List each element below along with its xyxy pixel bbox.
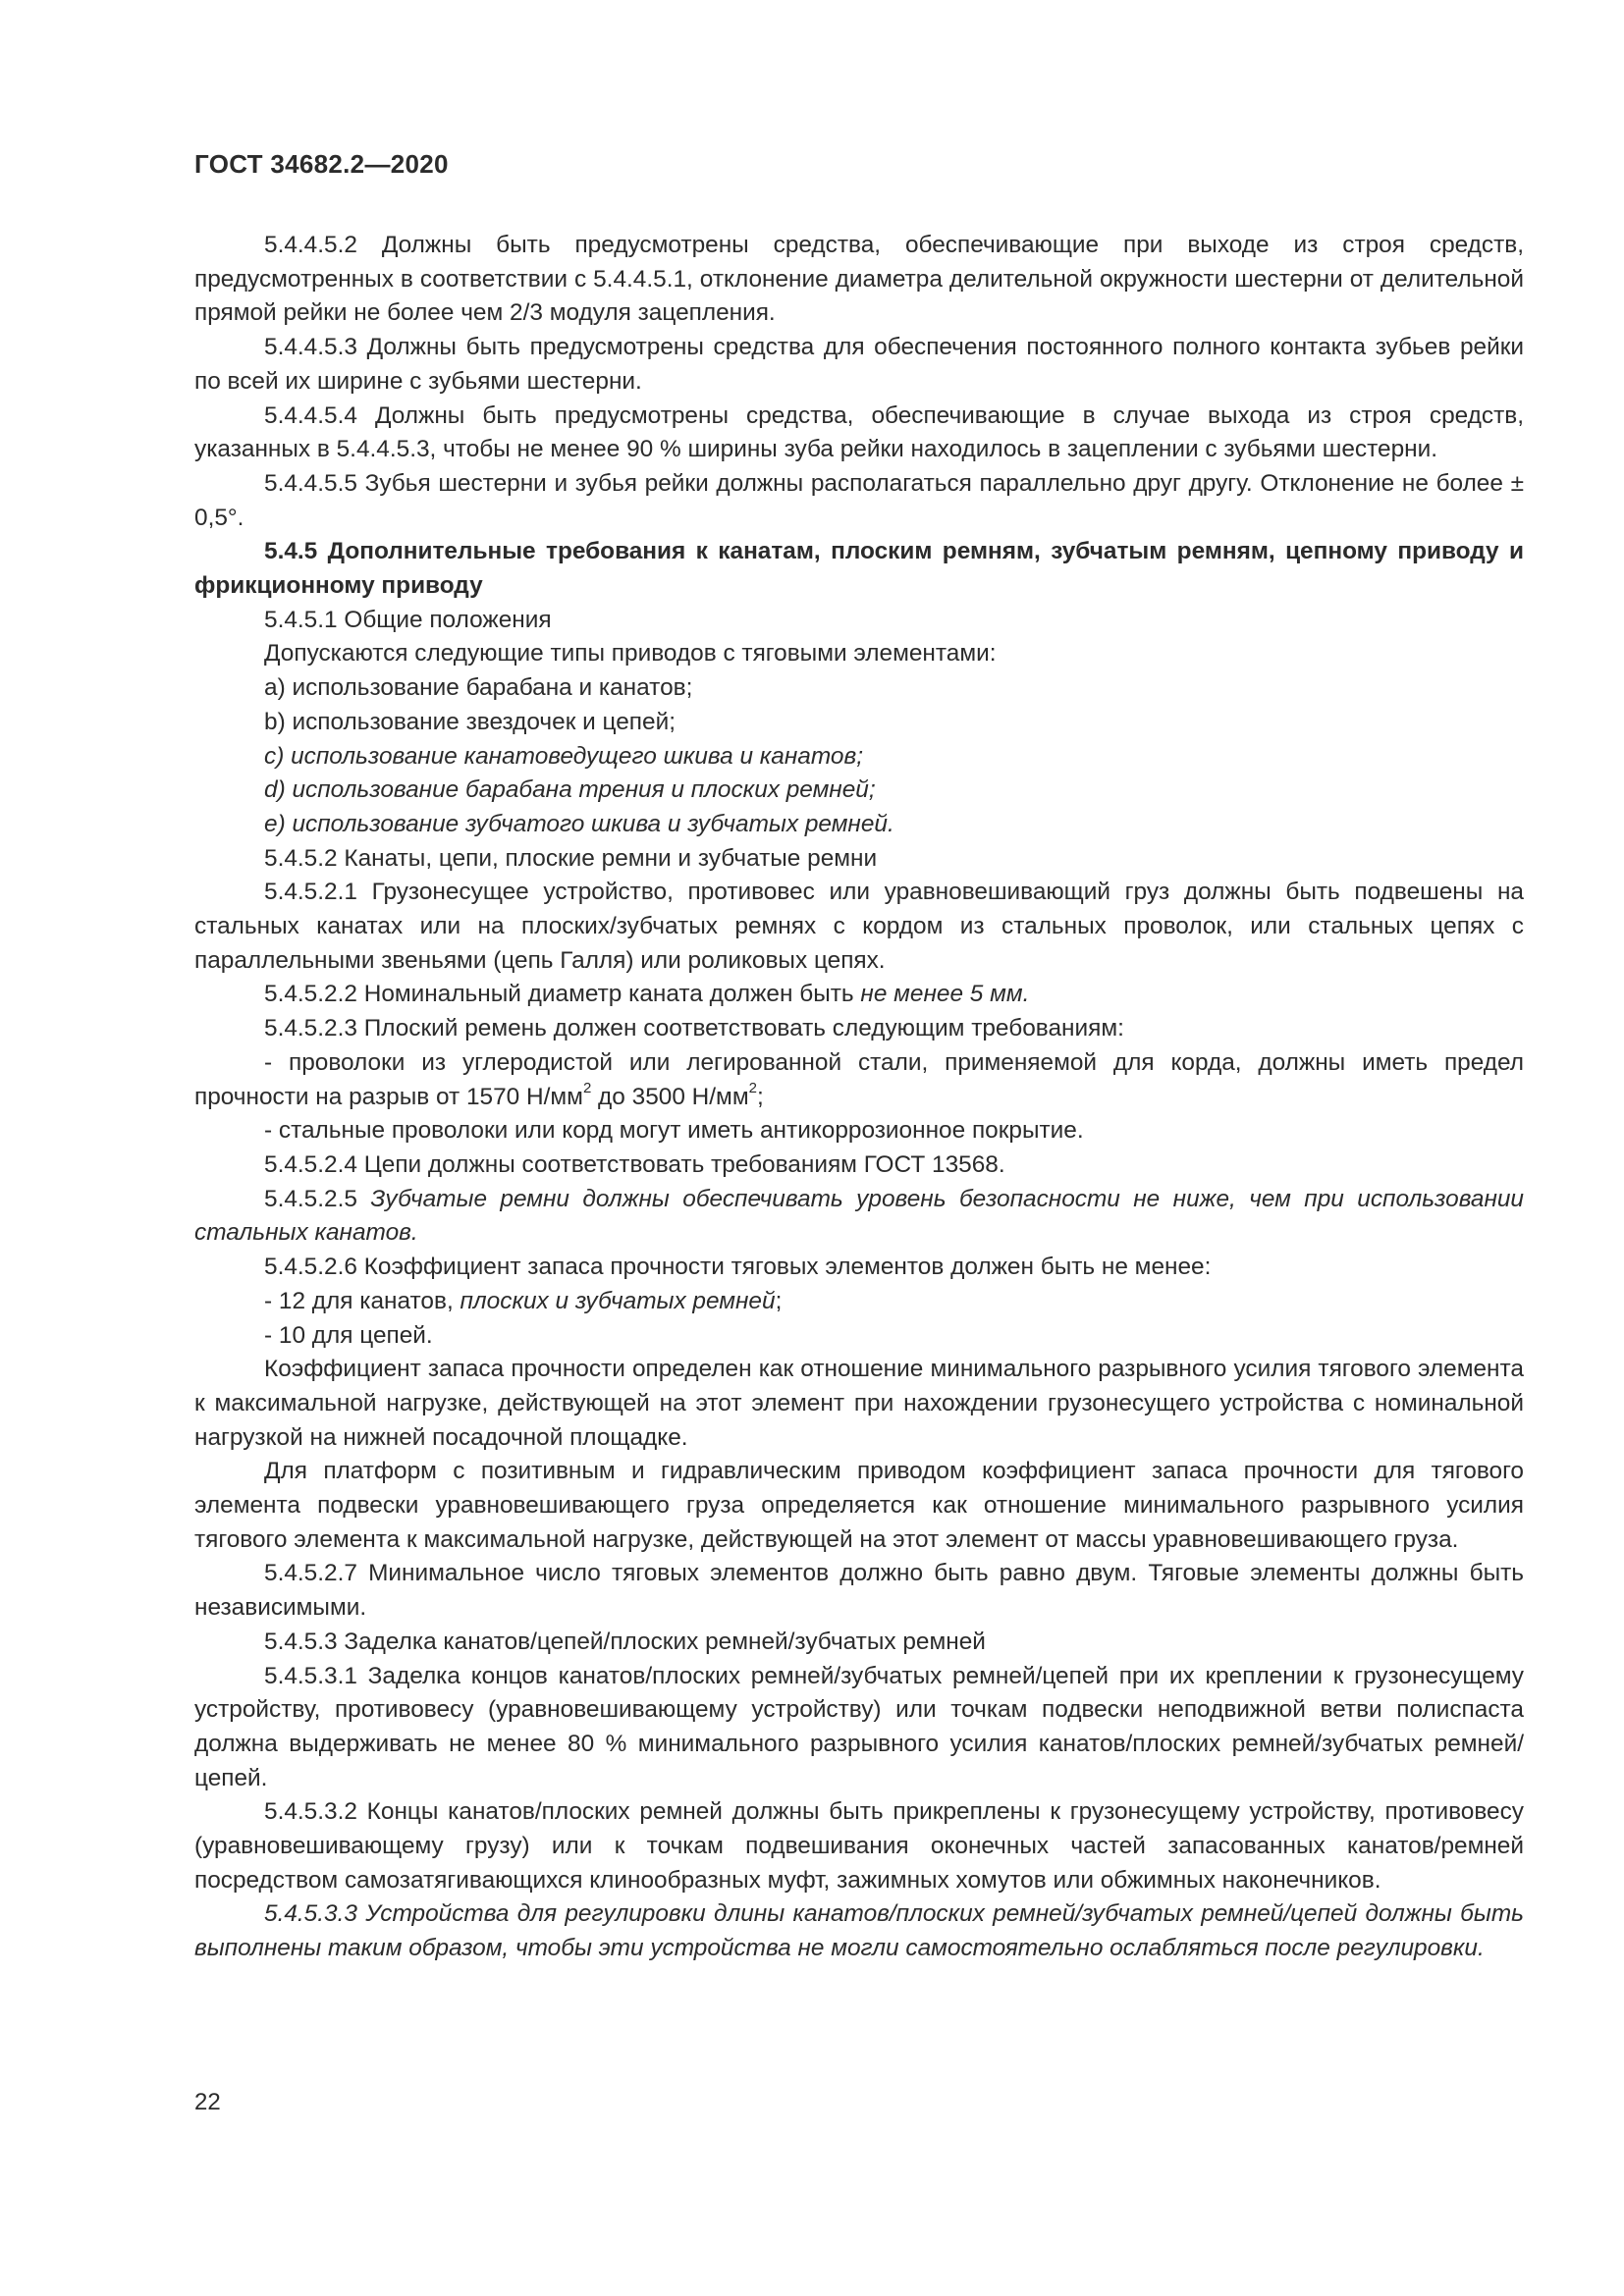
text-run: до 3500 Н/мм: [591, 1083, 749, 1110]
paragraph: 5.4.5.3.2 Концы канатов/плоских ремней должны быть прикреплены к грузонесущему устройству, противовесу (уравновешивающему грузу) или к точкам подвешивания оконечных частей запасованных канатов/ремней посредством самозатягивающихся клинообразных муфт, зажимных хомутов или обжимных наконечников.: [194, 1798, 1524, 1894]
paragraph: 5.4.5.3.3 Устройства для регулировки длины канатов/плоских ремней/зубчатых ремней/цепей должны быть выполнены таким образом, чтобы эти устройства не могли самостоятельно ослабляться после регулировки.: [194, 1900, 1524, 1962]
superscript: 2: [582, 1080, 592, 1097]
paragraph: Коэффициент запаса прочности определен как отношение минимального разрывного усилия тягового элемента к максимальной нагрузке, действующей на этот элемент при нахождении грузонесущего устройства с номинальной нагрузкой на нижней посадочной площадке.: [194, 1356, 1524, 1451]
paragraph: Допускаются следующие типы приводов с тяговыми элементами:: [264, 640, 997, 667]
text-run: ;: [756, 1083, 764, 1110]
paragraph: [194, 978, 1524, 1012]
list-item: c) использование канатоведущего шкива и канатов;: [264, 742, 863, 770]
paragraph: 5.4.5.2.3 Плоский ремень должен соответствовать следующим требованиям:: [264, 1015, 1124, 1042]
list-item: [194, 1046, 1524, 1114]
text-run: 5.4.5.2.5: [264, 1185, 371, 1212]
list-item: a) использование барабана и канатов;: [264, 674, 693, 702]
document-header: ГОСТ 34682.2—2020: [194, 149, 449, 179]
text-run-italic: не менее 5 мм.: [860, 981, 1030, 1008]
list-item: b) использование звездочек и цепей;: [264, 708, 676, 735]
list-item: d) использование барабана трения и плоских ремней;: [264, 776, 876, 804]
paragraph: 5.4.4.5.4 Должны быть предусмотрены средства, обеспечивающие в случае выхода из строя средств, указанных в 5.4.4.5.3, чтобы не менее 90 % ширины зуба рейки находилось в зацеплении с зубьями шестерни.: [194, 401, 1524, 463]
paragraph: 5.4.5.1 Общие положения: [264, 606, 552, 633]
text-run: 5.4.5.2.2 Номинальный диаметр каната должен быть: [264, 981, 861, 1008]
page-number: 22: [194, 2089, 221, 2115]
text-run: - проволоки из углеродистой или легированной стали, применяемой для корда, должны иметь предел прочности на разрыв от 1570 Н/мм: [194, 1048, 1524, 1110]
paragraph: 5.4.5.2.7 Минимальное число тяговых элементов должно быть равно двум. Тяговые элементы должны быть независимыми.: [194, 1560, 1524, 1622]
superscript: 2: [748, 1080, 757, 1097]
paragraph: 5.4.5.2.4 Цепи должны соответствовать требованиям ГОСТ 13568.: [264, 1150, 1005, 1178]
paragraph: 5.4.5.2 Канаты, цепи, плоские ремни и зубчатые ремни: [264, 844, 878, 872]
paragraph: 5.4.4.5.3 Должны быть предусмотрены средства для обеспечения постоянного полного контакта зубьев рейки по всей их ширине с зубьями шестерни.: [194, 334, 1524, 395]
paragraph: 5.4.4.5.2 Должны быть предусмотрены средства, обеспечивающие при выходе из строя средств, предусмотренных в соответствии с 5.4.4.5.1, отклонение диаметра делительной окружности шестерни от делительной прямой рейки не более чем 2/3 модуля зацепления.: [194, 232, 1524, 327]
list-item: - стальные проволоки или корд могут иметь антикоррозионное покрытие.: [264, 1117, 1084, 1145]
paragraph: 5.4.5.2.1 Грузонесущее устройство, противовес или уравновешивающий груз должны быть подвешены на стальных канатах или на плоских/зубчатых ремнях с кордом из стальных проволок, или стальных цепях с параллельными звеньями (цепь Галля) или роликовых цепях.: [194, 879, 1524, 974]
paragraph: [194, 1183, 1524, 1251]
text-run: - 12 для канатов,: [264, 1287, 460, 1314]
list-item: e) использование зубчатого шкива и зубчатых ремней.: [264, 810, 894, 837]
document-body: [194, 229, 1524, 1966]
text-run: ;: [775, 1287, 783, 1314]
paragraph: Для платформ с позитивным и гидравлическим приводом коэффициент запаса прочности для тягового элемента подвески уравновешивающего груза определяется как отношение минимального разрывного усилия тягового элемента к максимальной нагрузке, действующей на этот элемент от массы уравновешивающего груза.: [194, 1458, 1524, 1553]
paragraph: 5.4.5.2.6 Коэффициент запаса прочности тяговых элементов должен быть не менее:: [264, 1254, 1212, 1281]
paragraph: 5.4.5.3.1 Заделка концов канатов/плоских ремней/зубчатых ремней/цепей при их креплении к грузонесущему устройству, противовесу (уравновешивающему устройству) или точкам подвески неподвижной ветви полиспаста должна выдерживать не менее 80 % минимального разрывного усилия канатов/плоских ремней/зубчатых ремней/цепей.: [194, 1662, 1524, 1791]
list-item: - 10 для цепей.: [264, 1321, 433, 1349]
text-run-italic: плоских и зубчатых ремней: [460, 1287, 776, 1314]
list-item: [194, 1285, 1524, 1319]
paragraph: 5.4.4.5.5 Зубья шестерни и зубья рейки должны располагаться параллельно друг другу. Отклонение не более ± 0,5°.: [194, 469, 1524, 531]
text-run-italic: Зубчатые ремни должны обеспечивать уровень безопасности не ниже, чем при использовании стальных канатов.: [194, 1185, 1525, 1247]
paragraph: 5.4.5.3 Заделка канатов/цепей/плоских ремней/зубчатых ремней: [264, 1628, 986, 1655]
section-heading: 5.4.5 Дополнительные требования к канатам, плоским ремням, зубчатым ремням, цепному приводу и фрикционному приводу: [194, 538, 1524, 600]
